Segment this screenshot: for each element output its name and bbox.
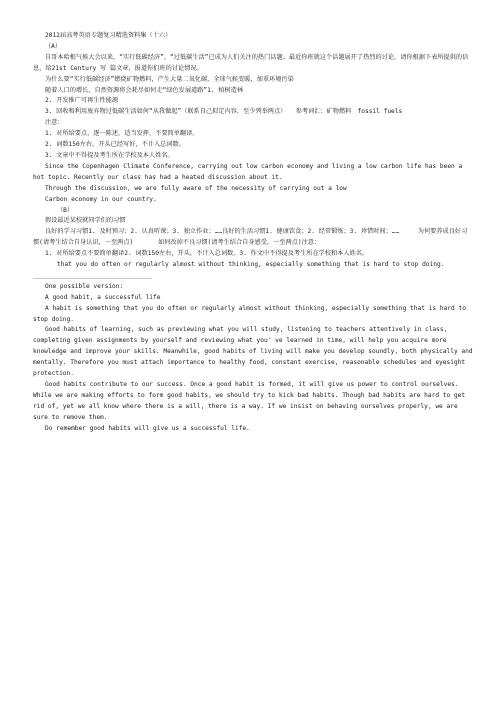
section-a-opening-3: Carbon economy in our country. xyxy=(45,195,157,203)
section-b-version-label: One possible version: xyxy=(45,282,124,290)
section-a-intro: 自哥本哈根气候大会以来，“实行低碳经济”，“过低碳生活”已成为人们关注的热门话题。最近你班就这个话题展开了热烈的讨论。请你根据下表所提供的信息，给21st Century 写 篇文章，报道你们班的讨论情况。 xyxy=(33,53,469,72)
section-a-note-3: 3. 文章中不得提及考生所在学校及本人姓名。 xyxy=(45,151,174,159)
section-a-item-2: 随着人口的增长，自然资源将会耗尽如何走“绿色发展道路”1. 植树造林 xyxy=(45,86,244,94)
essay-paragraph-2: Good habits of learning, such as previewing what you will study, listening to teachers attentively in class, completing given assignments by yourself and reviewing what you' ve learned in time, will help you acquire more knowledge and improve your skills. Meanwhile, good habits of living will make you develop soundly, both physically and mentally. Therefore you must attach importance to healthy food, constant exercise, reasonable schedules and eyesight protection. xyxy=(33,326,473,378)
section-b-notes: 1. 对所给要点不要简单翻译2. 词数150左右，开头，不计入总词数。3. 作文中不得提及考生所在学校和本人姓名。 xyxy=(45,250,369,258)
section-a-notes-heading: 注意： xyxy=(45,119,64,127)
document-body xyxy=(33,31,473,435)
essay-paragraph-3: Good habits contribute to our success. Once a good habit is formed, it will give us power to control ourselves. While we are making efforts to form good habits, we should try to kick bad habits. Though bad habits are hard to get rid of, yet we all know where there is a will, there is a way. If we insist on behaving ourselves properly, we are sure to remove them. xyxy=(33,381,466,421)
section-a-note-1: 1. 对所给要点，逐一陈述，适当发挥，不要简单翻译。 xyxy=(45,130,199,138)
section-b-habits: 良好的学习习惯1. 及时预习；2. 认真听课；3. 独立作业；……良好的生活习惯1. 健康饮食；2. 经常锻炼；3. 珍惜时间；…… 为何要养成良好习惯(请考生结合自身认识，一至两点) 如何改掉不良习惯(请考生结合自身感受，一至两点)注意： xyxy=(33,228,468,247)
section-b-prompt: 假设最近某校就同学们的习惯 xyxy=(45,217,126,225)
section-a-label: （A） xyxy=(45,42,62,50)
essay-title: A good habit, a successful life xyxy=(45,293,161,301)
section-b-label: （B） xyxy=(57,206,74,214)
section-b-given-opening: that you do often or regularly almost without thinking, especially something that is hard to stop doing. ________________________________ xyxy=(33,261,445,279)
essay-paragraph-1: A habit is something that you do often or regularly almost without thinking, especially something that is hard to stop doing. xyxy=(33,304,466,323)
document-title: 2012届高考英语专题复习精选资料集（十六） xyxy=(45,32,172,39)
section-a-item-1: 为什么要“实行低碳经济”燃烧矿物燃料，产生大量二氧化碳，全球气候变暖，加重环境污染 xyxy=(45,75,294,83)
section-a-item-4: 3. 回收和利用废弃物过低碳生活如何“从我做起”（联系自己拟定内容，至少列举两点） 参考词汇：矿物燃料 fossil fuels xyxy=(45,108,403,116)
section-a-opening-1: Since the Copenhagen Climate Conference, carrying out low carbon economy and living a low carbon life has been a hot topic. Recently our class has had a heated discussion about it. xyxy=(33,162,463,181)
section-a-note-2: 2. 词数150左右，开头已经写好，不计入总词数。 xyxy=(45,141,185,149)
section-a-opening-2: Through the discussion, we are fully aware of the necessity of carrying out a low xyxy=(45,184,347,192)
section-a-item-3: 2. 开发推广可再生性能源 xyxy=(45,97,119,105)
essay-paragraph-4: Do remember good habits will give us a successful life. xyxy=(45,424,250,432)
